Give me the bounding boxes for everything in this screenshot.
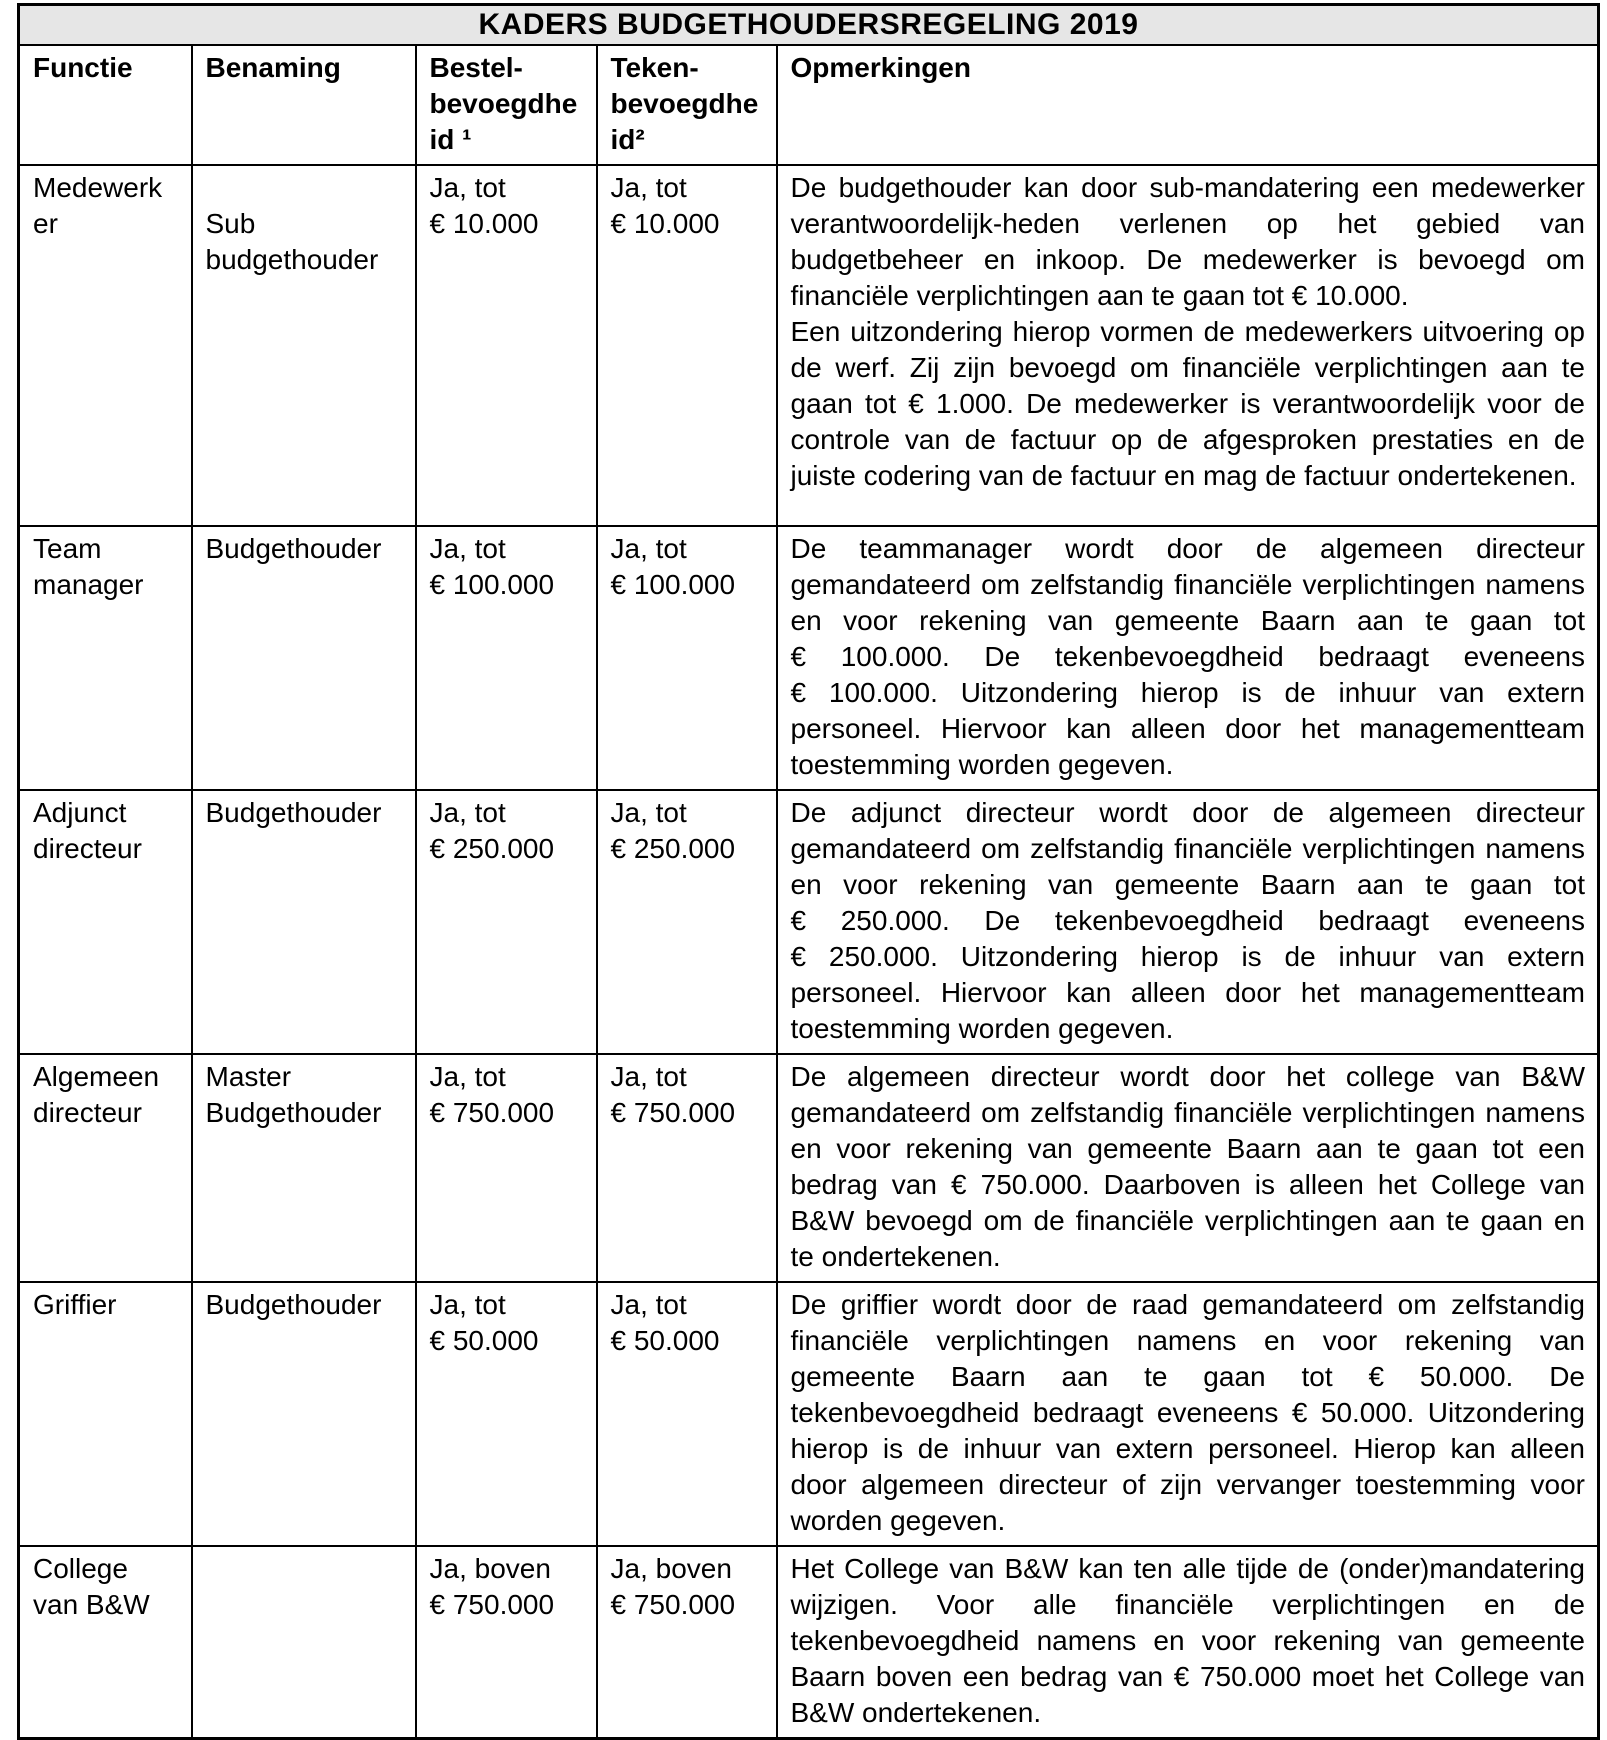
opmerking-paragraph: De adjunct directeur wordt door de algemeen directeur gemandateerd om zelfstandig financiële verplichtingen namens en voor rekening van gemeente Baarn aan te gaan tot € 250.000. De tekenbevoegdheid bedraagt eveneens € 250.000. Uitzondering hierop is de inhuur van extern personeel. Hiervoor kan alleen door het managementteam toestemming worden gegeven. bbox=[790, 797, 1585, 1044]
cell-bestelbevoegdheid bbox=[416, 1054, 597, 1282]
teken-line: Ja, tot bbox=[610, 1289, 687, 1320]
cell-tekenbevoegdheid bbox=[597, 526, 777, 790]
cell-opmerkingen bbox=[777, 526, 1599, 790]
cell-bestelbevoegdheid bbox=[416, 1282, 597, 1546]
cell-tekenbevoegdheid bbox=[597, 1546, 777, 1739]
cell-benaming: Master Budgethouder bbox=[192, 1054, 416, 1282]
table-title-row bbox=[19, 5, 1599, 46]
opmerking-paragraph: De budgethouder kan door sub-mandatering een medewerker verantwoordelijk-heden verlenen op het gebied van budgetbeheer en inkoop. De medewerker is bevoegd om financiële verplichtingen aan te gaan tot € 10.000. bbox=[790, 172, 1585, 311]
col-header-functie: Functie bbox=[19, 45, 192, 165]
budgethouders-table bbox=[17, 3, 1600, 1740]
cell-opmerkingen bbox=[777, 790, 1599, 1054]
table-row-algemeen-directeur bbox=[19, 1054, 1599, 1282]
teken-amount: € 750.000 bbox=[610, 1097, 736, 1128]
cell-benaming bbox=[192, 1546, 416, 1739]
cell-functie: Algemeen directeur bbox=[19, 1054, 192, 1282]
teken-amount: € 100.000 bbox=[610, 569, 736, 600]
cell-functie: Adjunct directeur bbox=[19, 790, 192, 1054]
cell-benaming: Sub budgethouder bbox=[192, 165, 416, 526]
document-page bbox=[17, 3, 1600, 1740]
cell-benaming: Budgethouder bbox=[192, 526, 416, 790]
bestel-amount: € 50.000 bbox=[429, 1325, 539, 1356]
cell-tekenbevoegdheid bbox=[597, 790, 777, 1054]
table-header-row bbox=[19, 45, 1599, 165]
cell-tekenbevoegdheid bbox=[597, 165, 777, 526]
table-row-teammanager bbox=[19, 526, 1599, 790]
cell-functie: Griffier bbox=[19, 1282, 192, 1546]
cell-opmerkingen bbox=[777, 165, 1599, 526]
opmerking-paragraph: De algemeen directeur wordt door het college van B&W gemandateerd om zelfstandig financiële verplichtingen namens en voor rekening van gemeente Baarn aan te gaan tot een bedrag van € 750.000. Daarboven is alleen het College van B&W bevoegd om de financiële verplichtingen aan te gaan en te ondertekenen. bbox=[790, 1061, 1585, 1272]
opmerking-paragraph: De teammanager wordt door de algemeen directeur gemandateerd om zelfstandig financiële verplichtingen namens en voor rekening van gemeente Baarn aan te gaan tot € 100.000. De tekenbevoegdheid bedraagt eveneens € 100.000. Uitzondering hierop is de inhuur van extern personeel. Hiervoor kan alleen door het managementteam toestemming worden gegeven. bbox=[790, 533, 1585, 780]
cell-opmerkingen bbox=[777, 1054, 1599, 1282]
table-row-medewerker bbox=[19, 165, 1599, 526]
col-header-benaming: Benaming bbox=[192, 45, 416, 165]
cell-opmerkingen bbox=[777, 1282, 1599, 1546]
cell-bestelbevoegdheid bbox=[416, 165, 597, 526]
teken-line: Ja, boven bbox=[610, 1553, 732, 1584]
cell-tekenbevoegdheid bbox=[597, 1054, 777, 1282]
bestel-amount: € 100.000 bbox=[429, 569, 555, 600]
teken-amount: € 250.000 bbox=[610, 833, 736, 864]
bestel-amount: € 750.000 bbox=[429, 1589, 555, 1620]
teken-amount: € 750.000 bbox=[610, 1589, 736, 1620]
teken-line: Ja, tot bbox=[610, 172, 687, 203]
bestel-amount: € 750.000 bbox=[429, 1097, 555, 1128]
table-row-adjunct-directeur bbox=[19, 790, 1599, 1054]
opmerking-paragraph: Een uitzondering hierop vormen de medewerkers uitvoering op de werf. Zij zijn bevoegd om financiële verplichtingen aan te gaan tot € 1.000. De medewerker is verantwoordelijk voor de controle van de factuur op de afgesproken prestaties en de juiste codering van de factuur en mag de factuur ondertekenen. bbox=[790, 316, 1585, 491]
opmerking-paragraph: De griffier wordt door de raad gemandateerd om zelfstandig financiële verplichtingen namens en voor rekening van gemeente Baarn aan te gaan tot € 50.000. De tekenbevoegdheid bedraagt eveneens € 50.000. Uitzondering hierop is de inhuur van extern personeel. Hierop kan alleen door algemeen directeur of zijn vervanger toestemming voor worden gegeven. bbox=[790, 1289, 1585, 1536]
teken-line: Ja, tot bbox=[610, 533, 687, 564]
cell-functie: Medewerker bbox=[19, 165, 192, 526]
cell-functie: College van B&W bbox=[19, 1546, 192, 1739]
cell-benaming: Budgethouder bbox=[192, 1282, 416, 1546]
bestel-line: Ja, tot bbox=[429, 1289, 506, 1320]
cell-bestelbevoegdheid bbox=[416, 526, 597, 790]
table-row-college-bw bbox=[19, 1546, 1599, 1739]
bestel-line: Ja, tot bbox=[429, 172, 506, 203]
bestel-line: Ja, boven bbox=[429, 1553, 551, 1584]
cell-benaming: Budgethouder bbox=[192, 790, 416, 1054]
cell-functie: Team manager bbox=[19, 526, 192, 790]
bestel-line: Ja, tot bbox=[429, 797, 506, 828]
cell-tekenbevoegdheid bbox=[597, 1282, 777, 1546]
table-title: KADERS BUDGETHOUDERSREGELING 2019 bbox=[19, 5, 1599, 46]
teken-amount: € 10.000 bbox=[610, 208, 720, 239]
opmerking-paragraph: Het College van B&W kan ten alle tijde de (onder)mandatering wijzigen. Voor alle financiële verplichtingen en de tekenbevoegdheid namens en voor rekening van gemeente Baarn boven een bedrag van € 750.000 moet het College van B&W ondertekenen. bbox=[790, 1553, 1585, 1728]
teken-line: Ja, tot bbox=[610, 797, 687, 828]
cell-opmerkingen bbox=[777, 1546, 1599, 1739]
bestel-amount: € 250.000 bbox=[429, 833, 555, 864]
bestel-amount: € 10.000 bbox=[429, 208, 539, 239]
col-header-opmerkingen: Opmerkingen bbox=[777, 45, 1599, 165]
bestel-line: Ja, tot bbox=[429, 533, 506, 564]
cell-bestelbevoegdheid bbox=[416, 790, 597, 1054]
bestel-line: Ja, tot bbox=[429, 1061, 506, 1092]
col-header-bestelbevoegdheid: Bestel-bevoegdheid ¹ bbox=[416, 45, 597, 165]
teken-line: Ja, tot bbox=[610, 1061, 687, 1092]
cell-bestelbevoegdheid bbox=[416, 1546, 597, 1739]
table-row-griffier bbox=[19, 1282, 1599, 1546]
teken-amount: € 50.000 bbox=[610, 1325, 720, 1356]
col-header-tekenbevoegdheid: Teken-bevoegdheid² bbox=[597, 45, 777, 165]
